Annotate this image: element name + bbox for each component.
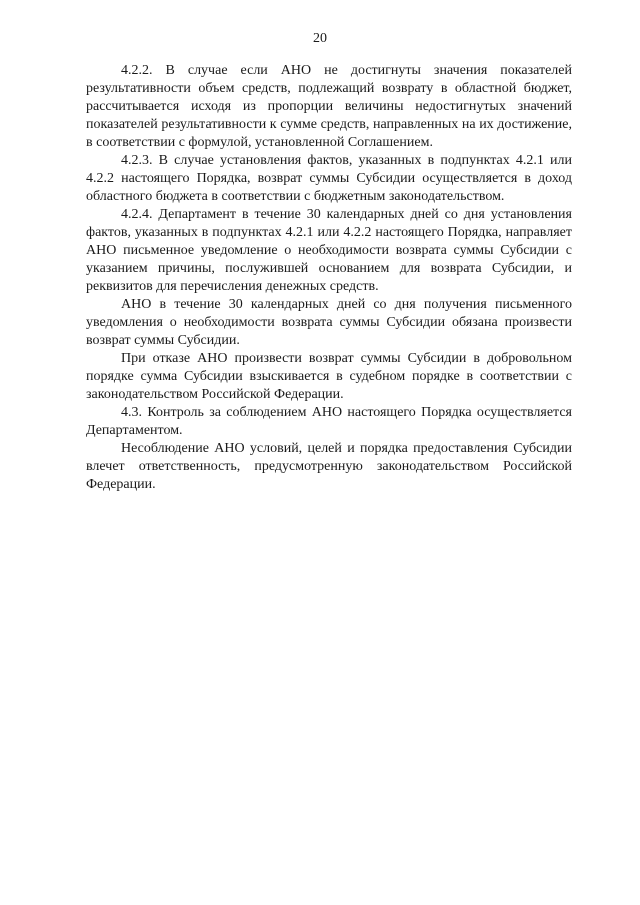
paragraph-4-2-3: 4.2.3. В случае установления фактов, указанных в подпунктах 4.2.1 или 4.2.2 настоящего Порядка, возврат суммы Субсидии осуществляется в доход областного бюджета в соответствии с бюджетным законодательством.	[86, 153, 572, 204]
paragraph-ano-return-deadline: АНО в течение 30 календарных дней со дня получения письменного уведомления о необходимости возврата суммы Субсидии обязана произвести возврат суммы Субсидии.	[86, 297, 572, 348]
paragraph-refusal-recovery: При отказе АНО произвести возврат суммы Субсидии в добровольном порядке сумма Субсидии взыскивается в судебном порядке в соответствии с законодательством Российской Федерации.	[86, 351, 572, 402]
paragraph-4-3: 4.3. Контроль за соблюдением АНО настоящего Порядка осуществляется Департаментом.	[86, 405, 572, 438]
document-body	[86, 62, 572, 494]
paragraph-noncompliance-liability: Несоблюдение АНО условий, целей и порядка предоставления Субсидии влечет ответственность, предусмотренную законодательством Российской Федерации.	[86, 441, 572, 492]
page-number: 20	[313, 31, 327, 46]
paragraph-4-2-2: 4.2.2. В случае если АНО не достигнуты значения показателей результативности объем средств, подлежащий возврату в областной бюджет, рассчитывается исходя из пропорции величины недостигнутых значений показателей результативности к сумме средств, направленных на их достижение, в соответствии с формулой, установленной Соглашением.	[86, 63, 572, 150]
paragraph-4-2-4: 4.2.4. Департамент в течение 30 календарных дней со дня установления фактов, указанных в подпунктах 4.2.1 или 4.2.2 настоящего Порядка, направляет АНО письменное уведомление о необходимости возврата суммы Субсидии с указанием причины, послужившей основанием для возврата Субсидии, и реквизитов для перечисления денежных средств.	[86, 207, 572, 294]
